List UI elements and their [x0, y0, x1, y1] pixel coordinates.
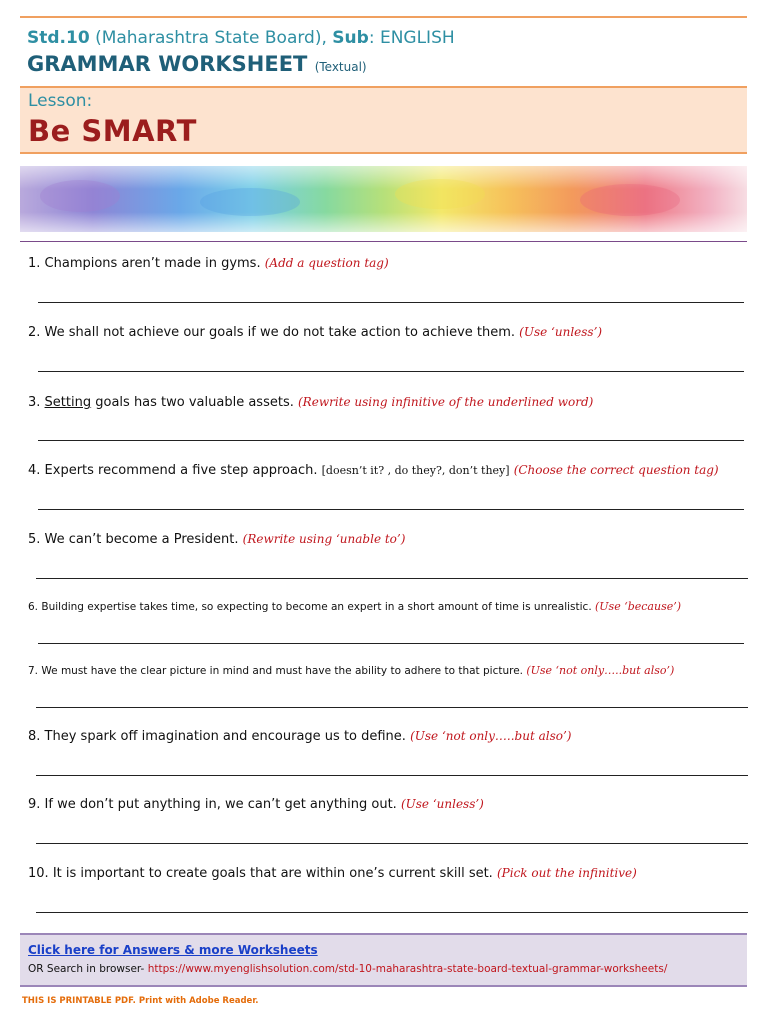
worksheet-title-text: GRAMMAR WORKSHEET: [27, 52, 308, 76]
question-number: 4.: [28, 463, 41, 478]
question-1: [28, 256, 389, 271]
answer-line-2[interactable]: [38, 371, 744, 372]
question-3: [28, 395, 593, 410]
question-number: 8.: [28, 729, 41, 744]
question-10: [28, 866, 637, 881]
answer-line-7[interactable]: [36, 707, 748, 708]
question-text: It is important to create goals that are within one’s current skill set.: [52, 866, 493, 881]
question-text: Experts recommend a five step approach.: [44, 463, 318, 478]
question-9: [28, 797, 484, 812]
question-hint: (Rewrite using ‘unable to’): [242, 532, 406, 546]
question-2: [28, 325, 602, 340]
question-number: 5.: [28, 532, 41, 547]
question-text: We shall not achieve our goals if we do not take action to achieve them.: [44, 325, 516, 340]
answer-line-9[interactable]: [36, 843, 748, 844]
answer-line-6[interactable]: [38, 643, 744, 644]
question-hint: (Use ‘unless’): [400, 797, 484, 811]
question-text: We can’t become a President.: [44, 532, 239, 547]
lesson-label: Lesson:: [28, 91, 93, 111]
watercolor-banner-image: [20, 166, 747, 232]
lesson-box: [20, 86, 747, 154]
underlined-word: Setting: [44, 395, 92, 410]
question-number: 2.: [28, 325, 41, 340]
question-8: [28, 729, 571, 744]
footer-or-label: OR Search in browser-: [28, 963, 145, 975]
question-hint: (Choose the correct question tag): [513, 463, 719, 477]
answer-line-8[interactable]: [36, 775, 748, 776]
question-number: 1.: [28, 256, 41, 271]
questions-divider: [20, 241, 747, 242]
worksheet-title-note: (Textual): [314, 60, 367, 74]
footer-url[interactable]: https://www.myenglishsolution.com/std-10-maharashtra-state-board-textual-grammar-worksheets/: [147, 963, 668, 975]
top-divider: [20, 16, 747, 18]
footer-box: [20, 933, 747, 987]
question-number: 9.: [28, 797, 41, 812]
answer-line-3[interactable]: [38, 440, 744, 441]
header-std-line: [27, 28, 455, 48]
question-text: If we don’t put anything in, we can’t get anything out.: [44, 797, 397, 812]
std-label: Std.10: [27, 28, 90, 48]
question-text: Champions aren’t made in gyms.: [44, 256, 261, 271]
question-4: [28, 463, 719, 478]
question-7: [28, 664, 674, 677]
question-hint: (Use ‘not only…..but also’): [526, 664, 675, 677]
subject-name: ENGLISH: [379, 28, 455, 48]
question-hint: (Add a question tag): [264, 256, 389, 270]
question-hint: (Use ‘because’): [595, 600, 682, 613]
question-hint: (Pick out the infinitive): [496, 866, 637, 880]
question-text: Building expertise takes time, so expecting to become an expert in a short amount of time is unrealistic.: [41, 601, 592, 613]
question-text: We must have the clear picture in mind and must have the ability to adhere to that picture.: [41, 665, 523, 677]
sub-label: Sub: [332, 28, 369, 48]
question-5: [28, 532, 405, 547]
question-hint: (Rewrite using infinitive of the underlined word): [298, 395, 594, 409]
board-name: (Maharashtra State Board),: [95, 28, 327, 48]
question-number: 3.: [28, 395, 41, 410]
lesson-title: Be SMART: [28, 114, 197, 148]
question-hint: (Use ‘unless’): [519, 325, 603, 339]
question-text: goals has two valuable assets.: [95, 395, 294, 410]
question-hint: (Use ‘not only…..but also’): [410, 729, 572, 743]
question-text: They spark off imagination and encourage us to define.: [44, 729, 406, 744]
worksheet-title: [27, 52, 367, 76]
sub-separator: :: [368, 28, 375, 48]
answer-line-1[interactable]: [38, 302, 744, 303]
question-options: [doesn’t it? , do they?, don’t they]: [321, 464, 510, 477]
printable-note: THIS IS PRINTABLE PDF. Print with Adobe Reader.: [22, 996, 259, 1006]
answers-link[interactable]: Click here for Answers & more Worksheets: [28, 943, 318, 957]
question-number: 7.: [28, 665, 39, 677]
question-number: 10.: [28, 866, 49, 881]
answer-line-5[interactable]: [36, 578, 748, 579]
footer-search-text: [28, 963, 667, 975]
question-6: [28, 600, 681, 613]
question-number: 6.: [28, 601, 39, 613]
answer-line-4[interactable]: [38, 509, 744, 510]
answer-line-10[interactable]: [36, 912, 748, 913]
